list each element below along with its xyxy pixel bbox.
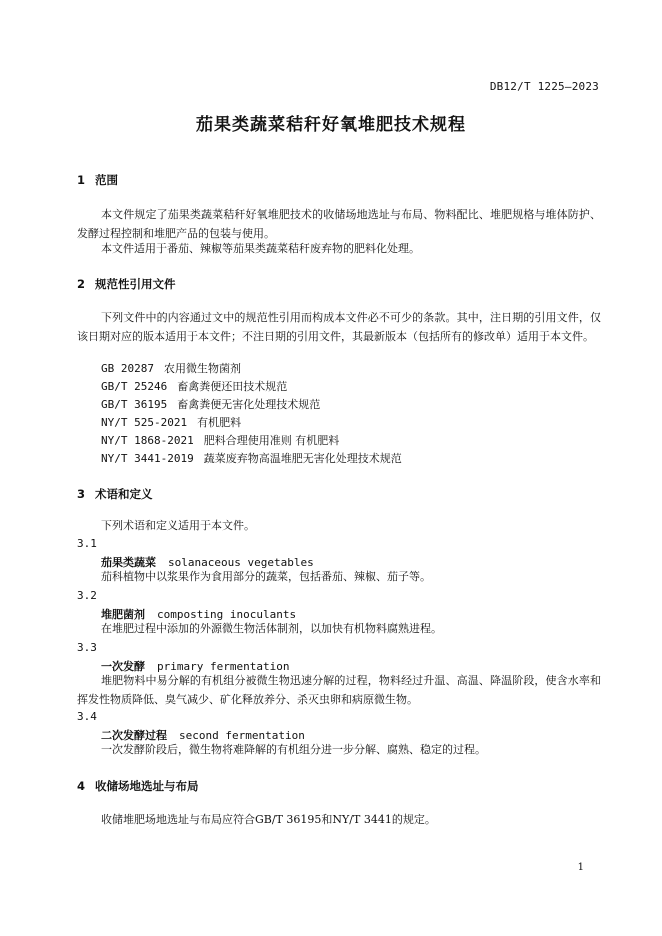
section-heading-terms-and-definitions xyxy=(77,486,153,502)
reference-item xyxy=(101,432,339,450)
reference-item xyxy=(101,378,287,396)
page-number: 1 xyxy=(577,862,584,873)
term-chinese: 堆肥菌剂 xyxy=(101,608,145,621)
paragraph: 收储堆肥场地选址与布局应符合GB/T 36195和NY/T 3441的规定。 xyxy=(101,813,436,826)
term-definition: 在堆肥过程中添加的外源微生物活体制剂，以加快有机物料腐熟进程。 xyxy=(101,622,442,635)
reference-item xyxy=(101,396,320,414)
term-number: 3.1 xyxy=(77,537,97,550)
reference-code: NY/T 525-2021 xyxy=(101,416,188,429)
reference-title: 蔬菜废弃物高温堆肥无害化处理技术规范 xyxy=(203,452,402,465)
reference-title: 畜禽粪便还田技术规范 xyxy=(177,380,288,393)
document-title: 茄果类蔬菜秸秆好氧堆肥技术规程 xyxy=(196,115,466,135)
section-heading-scope xyxy=(77,172,118,188)
paragraph: 下列术语和定义适用于本文件。 xyxy=(101,519,255,532)
reference-code: NY/T 1868-2021 xyxy=(101,434,194,447)
term-chinese: 茄果类蔬菜 xyxy=(101,556,156,569)
section-number: 1 xyxy=(77,173,86,187)
section-number: 4 xyxy=(77,779,86,793)
term-definition: 堆肥物料中易分解的有机组分被微生物迅速分解的过程，物料经过升温、高温、降温阶段，使含水率和挥发性物质降低、臭气减少、矿化释放养分、杀灭虫卵和病原微生物。 xyxy=(77,674,601,706)
term-number: 3.4 xyxy=(77,710,97,723)
section-title: 规范性引用文件 xyxy=(95,277,176,291)
term-definition: 茄科植物中以浆果作为食用部分的蔬菜，包括番茄、辣椒、茄子等。 xyxy=(101,570,431,583)
reference-item xyxy=(101,360,241,378)
term-english: second fermentation xyxy=(179,729,305,742)
reference-title: 农用微生物菌剂 xyxy=(163,362,241,375)
reference-item xyxy=(101,414,241,432)
reference-title: 有机肥料 xyxy=(197,416,242,429)
term-chinese: 一次发酵 xyxy=(101,660,145,673)
term-chinese: 二次发酵过程 xyxy=(101,729,167,742)
term-english: composting inoculants xyxy=(157,608,297,621)
term-english: solanaceous vegetables xyxy=(168,556,314,569)
reference-code: GB 20287 xyxy=(101,362,154,375)
reference-code: GB/T 36195 xyxy=(101,398,168,411)
reference-item xyxy=(101,450,402,468)
reference-title: 肥料合理使用准则 有机肥料 xyxy=(203,434,340,447)
section-title: 范围 xyxy=(95,173,118,187)
term-english: primary fermentation xyxy=(157,660,290,673)
term-definition: 一次发酵阶段后，微生物将难降解的有机组分进一步分解、腐熟、稳定的过程。 xyxy=(101,743,486,756)
section-heading-normative-references xyxy=(77,276,176,292)
section-title: 收储场地选址与布局 xyxy=(95,779,199,793)
section-title: 术语和定义 xyxy=(95,487,153,501)
section-number: 2 xyxy=(77,277,86,291)
reference-code: GB/T 25246 xyxy=(101,380,168,393)
term-number: 3.3 xyxy=(77,641,97,654)
paragraph: 本文件规定了茄果类蔬菜秸秆好氧堆肥技术的收储场地选址与布局、物料配比、堆肥规格与堆体防护、发酵过程控制和堆肥产品的包装与使用。 xyxy=(77,208,601,240)
standard-code: DB12/T 1225—2023 xyxy=(489,80,599,93)
section-heading-site-selection xyxy=(77,778,199,794)
term-number: 3.2 xyxy=(77,589,97,602)
paragraph: 下列文件中的内容通过文中的规范性引用而构成本文件必不可少的条款。其中，注日期的引用文件，仅该日期对应的版本适用于本文件；不注日期的引用文件，其最新版本（包括所有的修改单）适用于本文件。 xyxy=(77,311,601,343)
section-number: 3 xyxy=(77,487,86,501)
reference-code: NY/T 3441-2019 xyxy=(101,452,194,465)
reference-title: 畜禽粪便无害化处理技术规范 xyxy=(177,398,321,411)
paragraph: 本文件适用于番茄、辣椒等茄果类蔬菜秸秆废弃物的肥料化处理。 xyxy=(101,242,420,255)
